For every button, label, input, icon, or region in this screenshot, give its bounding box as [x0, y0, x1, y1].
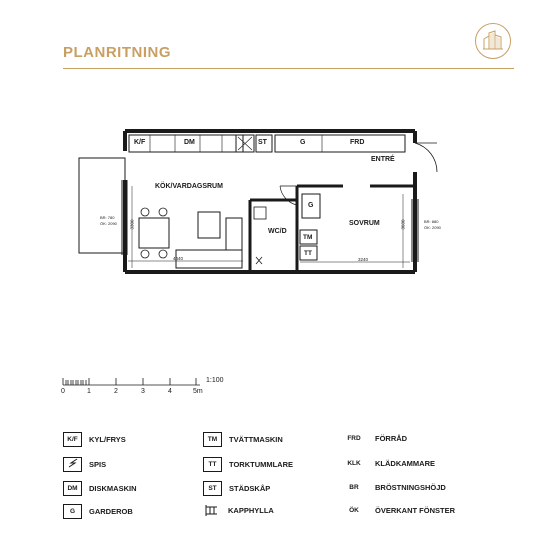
legend-item-forrad: [343, 432, 407, 445]
legend-code: G: [63, 504, 82, 519]
dim-bed-depth: 3030: [400, 219, 406, 230]
window-note-right-br: BR: 880: [424, 219, 439, 224]
legend-item-spis: [63, 457, 106, 472]
page-title: PLANRITNING: [63, 44, 171, 61]
scale-label-0: 0: [61, 388, 65, 395]
room-bathroom: WC/D: [268, 228, 287, 235]
fixture-tm: TM: [303, 234, 313, 241]
legend-code: TT: [203, 457, 222, 472]
window-note-left-br: BR: 780: [100, 215, 115, 220]
legend-text: DISKMASKIN: [89, 484, 137, 493]
legend-text: KAPPHYLLA: [228, 506, 274, 515]
fixture-g-bed: G: [308, 202, 314, 209]
room-kitchen-living: KÖK/VARDAGSRUM: [155, 183, 223, 190]
legend-item-tvattmaskin: [203, 432, 283, 447]
legend-text: BRÖSTNINGSHÖJD: [375, 483, 446, 492]
legend-item-overkant-fonster: [343, 504, 455, 517]
stove-icon: [63, 457, 82, 472]
legend-item-kyl-frys: [63, 432, 126, 447]
legend-item-torktumlare: [203, 457, 293, 472]
legend-code: K/F: [63, 432, 82, 447]
legend-text: GARDEROB: [89, 507, 133, 516]
legend-text: KLÄDKAMMARE: [375, 459, 435, 468]
legend-text: TVÄTTMASKIN: [229, 435, 283, 444]
legend-text: SPIS: [89, 460, 107, 469]
dim-kitchen-width: 4440: [173, 256, 184, 261]
dim-bed-width: 3240: [358, 257, 369, 262]
legend-code: DM: [63, 481, 82, 496]
window-note-right-ok: ÖK: 2090: [424, 225, 441, 230]
legend-item-kapphylla: [203, 504, 274, 517]
legend-item-diskmaskin: [63, 481, 137, 496]
legend-item-garderob: [63, 504, 133, 519]
scale-label-3: 3: [141, 388, 145, 395]
fixture-frd: FRD: [350, 139, 365, 146]
room-bedroom: SOVRUM: [349, 220, 380, 227]
fixture-tt: TT: [304, 250, 312, 257]
room-entry: ENTRÉ: [371, 156, 395, 163]
legend-code: BR: [349, 484, 359, 491]
dim-left-depth: 3300: [129, 219, 135, 230]
legend-text: FÖRRÅD: [375, 434, 408, 443]
legend-code: KLK: [347, 460, 361, 467]
legend-item-stadskap: [203, 481, 270, 496]
scale-label-5: 5m: [193, 388, 203, 395]
legend-text: TORKTUMMLARE: [229, 460, 294, 469]
legend-code: TM: [203, 432, 222, 447]
scale-label-4: 4: [168, 388, 172, 395]
window-note-left-ok: ÖK: 2090: [100, 221, 117, 226]
coat-rack-icon: [203, 504, 220, 517]
legend-text: ÖVERKANT FÖNSTER: [375, 506, 456, 515]
legend-text: STÄDSKÅP: [229, 484, 271, 493]
legend-code: ÖK: [349, 507, 359, 514]
legend-code: FRD: [347, 435, 361, 442]
legend-code: ST: [203, 481, 222, 496]
scale-ratio: 1:100: [206, 377, 224, 384]
legend-item-brostningshojd: [343, 481, 446, 494]
scale-label-1: 1: [87, 388, 91, 395]
fixture-g-top: G: [300, 139, 306, 146]
legend-text: KYL/FRYS: [89, 435, 126, 444]
fixture-st: ST: [258, 139, 267, 146]
legend-item-kladkammare: [343, 457, 435, 470]
scale-label-2: 2: [114, 388, 118, 395]
fixture-kf: K/F: [134, 139, 146, 146]
fixture-dm: DM: [184, 139, 195, 146]
